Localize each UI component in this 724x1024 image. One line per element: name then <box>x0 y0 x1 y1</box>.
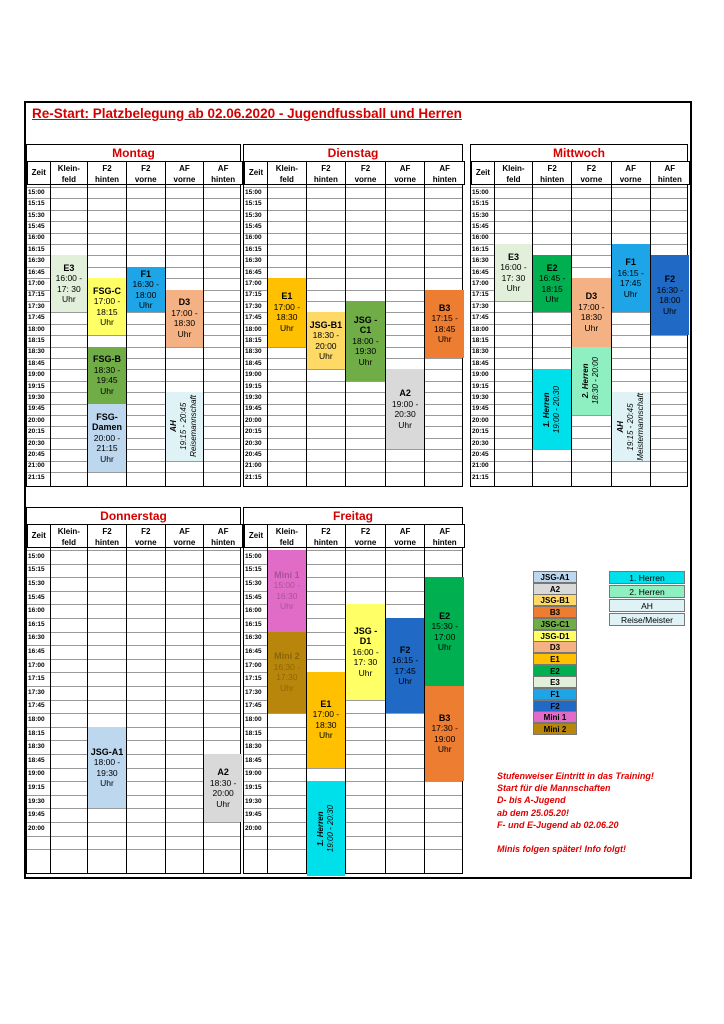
row-line <box>244 210 462 211</box>
time-label: 17:45 <box>28 314 45 322</box>
row-line <box>244 461 462 462</box>
row-line <box>471 438 687 439</box>
time-label: 20:15 <box>472 428 489 436</box>
row-line <box>244 781 462 782</box>
booking-e2: E2 16:45 - 18:15 Uhr <box>533 255 571 312</box>
booking-fsg-damen: FSG- Damen 20:00 - 21:15 Uhr <box>88 404 126 472</box>
time-label: 20:30 <box>28 439 45 447</box>
time-label: 16:30 <box>245 257 262 265</box>
column-header: F2 hinten <box>306 161 347 185</box>
booking-e3: E3 16:00 - 17: 30 Uhr <box>51 255 88 312</box>
time-label: 15:00 <box>28 188 45 196</box>
booking-f1: F1 16:15 - 17:45 Uhr <box>612 244 650 312</box>
time-label: 19:30 <box>28 797 45 805</box>
time-label: 19:00 <box>28 770 45 778</box>
row-line <box>27 822 240 823</box>
row-line <box>27 618 240 619</box>
column-header: F2 hinten <box>87 524 127 548</box>
legend-item: Mini 2 <box>533 723 577 735</box>
row-line <box>27 849 240 850</box>
time-label: 18:45 <box>245 756 262 764</box>
row-line <box>27 632 240 633</box>
time-label: 18:45 <box>28 756 45 764</box>
booking-f1: F1 16:30 - 18:00 Uhr <box>127 267 165 313</box>
row-line <box>27 415 240 416</box>
time-label: 15:00 <box>28 552 45 560</box>
time-label: 15:15 <box>245 200 262 208</box>
time-label: 17:30 <box>245 302 262 310</box>
column-header: Klein- feld <box>267 524 307 548</box>
row-line <box>244 808 462 809</box>
row-line <box>27 713 240 714</box>
legend-item: JSG-C1 <box>533 618 577 630</box>
time-label: 16:45 <box>245 648 262 655</box>
row-line <box>244 795 462 796</box>
row-line <box>27 564 240 565</box>
row-line <box>471 198 687 199</box>
time-label: 15:00 <box>245 552 262 560</box>
row-line <box>27 604 240 605</box>
time-label: 18:30 <box>245 348 262 356</box>
row-line <box>244 404 462 405</box>
booking-jsg-a1: JSG-A1 18:00 - 19:30 Uhr <box>88 727 126 809</box>
row-line <box>27 347 240 348</box>
row-line <box>27 210 240 211</box>
booking-ah: AH 19:15 - 20:45 Meistermannschaft <box>612 392 650 460</box>
column-line <box>126 524 127 873</box>
booking-1-herren: 1. Herren 19:00 - 20:30 <box>533 369 571 449</box>
row-line <box>244 233 462 234</box>
time-label: 15:45 <box>245 593 262 601</box>
day-panel-freitag <box>243 507 463 874</box>
column-line <box>165 524 166 873</box>
row-line <box>471 187 687 188</box>
column-line <box>126 161 127 486</box>
time-label: 15:30 <box>245 580 262 587</box>
time-label: 20:00 <box>472 416 489 424</box>
column-header: F2 vorne <box>126 524 166 548</box>
column-header: Zeit <box>244 161 268 185</box>
legend-item: JSG-D1 <box>533 630 577 642</box>
row-line <box>471 472 687 473</box>
column-header: AF hinten <box>650 161 690 185</box>
page-title: Re-Start: Platzbelegung ab 02.06.2020 - Jugendfussball und Herren <box>32 106 462 121</box>
column-line <box>50 161 51 486</box>
time-label: 16:15 <box>245 245 262 253</box>
time-label: 19:30 <box>245 393 262 401</box>
time-label: 16:30 <box>28 634 45 642</box>
time-label: 18:00 <box>245 325 262 333</box>
time-label: 19:00 <box>245 371 262 379</box>
time-label: 18:30 <box>28 743 45 751</box>
day-name: Donnerstag <box>100 509 167 523</box>
legend-item: F2 <box>533 700 577 712</box>
booking-e3: E3 16:00 - 17: 30 Uhr <box>495 244 532 301</box>
column-header: Zeit <box>471 161 495 185</box>
booking-ah: AH 19:15 - 20:45 Reisemannschaft <box>166 392 204 460</box>
row-line <box>471 415 687 416</box>
time-label: 16:45 <box>472 268 489 276</box>
time-label: 19:15 <box>245 784 262 791</box>
column-header: F2 vorne <box>345 161 386 185</box>
day-panel-donnerstag <box>26 507 241 874</box>
legend-herren-item: Reise/Meister <box>609 613 685 626</box>
time-label: 18:00 <box>472 325 489 333</box>
day-name: Mittwoch <box>553 146 605 160</box>
row-line <box>27 244 240 245</box>
legend-item: JSG-A1 <box>533 571 577 583</box>
row-line <box>27 426 240 427</box>
time-label: 19:45 <box>245 811 262 819</box>
time-label: 15:15 <box>28 566 45 574</box>
booking-1-herren: 1. Herren 19:00 - 20:30 <box>307 781 346 876</box>
time-label: 18:00 <box>245 716 262 723</box>
time-label: 19:00 <box>28 371 45 379</box>
time-label: 18:45 <box>245 359 262 367</box>
time-label: 15:30 <box>28 211 45 219</box>
time-label: 17:00 <box>245 279 262 287</box>
time-label: 18:30 <box>245 743 262 751</box>
column-header: AF hinten <box>424 161 465 185</box>
time-label: 19:15 <box>28 382 45 390</box>
row-line <box>471 233 687 234</box>
column-line <box>494 161 495 486</box>
time-label: 19:45 <box>28 405 45 413</box>
row-line <box>244 198 462 199</box>
column-header: Zeit <box>27 524 51 548</box>
booking-b3: B3 17:30 - 19:00 Uhr <box>425 686 464 781</box>
booking-jsg-b1: JSG-B1 18:30 - 20:00 Uhr <box>307 312 346 369</box>
time-label: 20:45 <box>472 450 489 458</box>
time-label: 15:15 <box>245 566 262 574</box>
row-line <box>244 449 462 450</box>
row-line <box>27 836 240 837</box>
time-label: 20:00 <box>245 824 262 832</box>
row-line <box>27 438 240 439</box>
row-line <box>244 244 462 245</box>
time-label: 20:30 <box>245 439 262 447</box>
time-label: 18:45 <box>472 359 489 367</box>
row-line <box>27 700 240 701</box>
time-label: 21:15 <box>472 473 489 481</box>
legend-item: Mini 1 <box>533 711 577 723</box>
legend-item: D3 <box>533 641 577 653</box>
time-label: 15:45 <box>28 222 45 230</box>
row-line <box>244 836 462 837</box>
time-label: 16:30 <box>245 634 262 642</box>
row-line <box>27 461 240 462</box>
time-label: 17:30 <box>28 302 45 310</box>
time-label: 19:00 <box>472 371 489 379</box>
booking-mini-1: Mini 1 15:00 - 16:30 Uhr <box>268 550 306 632</box>
column-header: AF vorne <box>611 161 651 185</box>
booking-d3: D3 17:00 - 18:30 Uhr <box>166 290 204 347</box>
time-label: 20:45 <box>245 450 262 458</box>
time-label: 16:00 <box>28 607 45 615</box>
booking-a2: A2 18:30 - 20:00 Uhr <box>204 754 242 822</box>
column-header: AF hinten <box>424 524 465 548</box>
legend-item: A2 <box>533 583 577 595</box>
column-header: F2 hinten <box>87 161 127 185</box>
time-label: 17:00 <box>472 279 489 287</box>
row-line <box>244 438 462 439</box>
row-line <box>27 659 240 660</box>
time-label: 15:30 <box>245 211 262 219</box>
time-label: 21:00 <box>245 462 262 470</box>
time-label: 17:15 <box>245 291 262 299</box>
time-label: 19:45 <box>28 811 45 819</box>
day-panel-mittwoch <box>470 144 688 487</box>
time-label: 18:15 <box>245 729 262 737</box>
row-line <box>471 426 687 427</box>
time-label: 21:00 <box>28 462 45 470</box>
column-line <box>87 524 88 873</box>
time-label: 17:15 <box>28 675 45 683</box>
time-label: 15:30 <box>28 580 45 587</box>
row-line <box>471 210 687 211</box>
row-line <box>244 221 462 222</box>
time-label: 17:30 <box>472 302 489 310</box>
time-label: 18:30 <box>472 348 489 356</box>
legend-item: B3 <box>533 606 577 618</box>
legend-herren-item: 2. Herren <box>609 585 685 598</box>
time-label: 17:00 <box>28 661 45 669</box>
column-header: F2 vorne <box>345 524 386 548</box>
time-label: 16:45 <box>28 268 45 276</box>
time-label: 19:30 <box>472 393 489 401</box>
row-line <box>471 461 687 462</box>
row-line <box>244 822 462 823</box>
column-header: AF vorne <box>385 524 426 548</box>
row-line <box>27 672 240 673</box>
time-label: 15:45 <box>28 593 45 601</box>
column-header: Klein- feld <box>494 161 533 185</box>
row-line <box>244 267 462 268</box>
row-line <box>27 324 240 325</box>
time-label: 17:30 <box>245 688 262 696</box>
booking-e1: E1 17:00 - 18:30 Uhr <box>268 278 306 346</box>
time-label: 15:30 <box>472 211 489 219</box>
time-label: 19:15 <box>28 784 45 791</box>
time-label: 17:45 <box>28 702 45 710</box>
time-label: 19:15 <box>472 382 489 390</box>
row-line <box>27 392 240 393</box>
time-label: 16:30 <box>28 257 45 265</box>
time-label: 21:00 <box>472 462 489 470</box>
booking-fsg-c: FSG-C 17:00 - 18:15 Uhr <box>88 278 126 335</box>
row-line <box>27 358 240 359</box>
column-header: Klein- feld <box>267 161 307 185</box>
column-header: AF hinten <box>203 161 243 185</box>
time-label: 15:00 <box>245 188 262 196</box>
time-label: 17:15 <box>245 675 262 683</box>
legend-item: F1 <box>533 688 577 700</box>
time-label: 15:45 <box>245 222 262 230</box>
time-label: 20:30 <box>472 439 489 447</box>
time-label: 16:00 <box>28 234 45 242</box>
time-label: 17:15 <box>28 291 45 299</box>
time-label: 15:15 <box>28 200 45 208</box>
row-line <box>244 392 462 393</box>
row-line <box>244 187 462 188</box>
row-line <box>244 381 462 382</box>
row-line <box>27 198 240 199</box>
row-line <box>27 740 240 741</box>
time-label: 17:00 <box>28 279 45 287</box>
booking-f2: F2 16:30 - 18:00 Uhr <box>651 255 689 335</box>
time-label: 19:00 <box>245 770 262 778</box>
day-name: Montag <box>112 146 155 160</box>
row-line <box>27 221 240 222</box>
row-line <box>27 472 240 473</box>
time-label: 18:30 <box>28 348 45 356</box>
booking-2-herren: 2. Herren 18:30 - 20:00 <box>572 347 610 415</box>
time-label: 16:15 <box>28 245 45 253</box>
time-label: 17:15 <box>472 291 489 299</box>
time-label: 20:00 <box>28 824 45 832</box>
legend-item: E1 <box>533 653 577 665</box>
row-line <box>471 449 687 450</box>
row-line <box>244 849 462 850</box>
day-name: Freitag <box>332 509 373 523</box>
row-line <box>244 426 462 427</box>
day-panel-dienstag <box>243 144 463 487</box>
column-header: AF vorne <box>385 161 426 185</box>
time-label: 15:00 <box>472 188 489 196</box>
row-line <box>27 233 240 234</box>
time-label: 16:30 <box>472 257 489 265</box>
time-label: 15:45 <box>472 222 489 230</box>
time-label: 16:15 <box>245 620 262 628</box>
row-line <box>27 381 240 382</box>
day-name: Dienstag <box>327 146 379 160</box>
time-label: 20:15 <box>245 428 262 436</box>
booking-f2: F2 16:15 - 17:45 Uhr <box>386 618 425 713</box>
legend-item: JSG-B1 <box>533 594 577 606</box>
time-label: 16:45 <box>28 648 45 655</box>
time-label: 17:00 <box>245 661 262 669</box>
row-line <box>27 187 240 188</box>
time-label: 20:00 <box>28 416 45 424</box>
column-header: AF vorne <box>165 161 205 185</box>
time-label: 18:15 <box>472 336 489 344</box>
column-header: Klein- feld <box>50 524 89 548</box>
time-label: 18:00 <box>28 325 45 333</box>
row-line <box>27 727 240 728</box>
row-line <box>27 686 240 687</box>
legend-item: E2 <box>533 665 577 677</box>
legend-item: E3 <box>533 676 577 688</box>
time-label: 19:30 <box>28 393 45 401</box>
time-label: 21:15 <box>28 473 45 481</box>
row-line <box>27 312 240 313</box>
column-header: F2 hinten <box>532 161 572 185</box>
column-header: Zeit <box>244 524 268 548</box>
time-label: 16:00 <box>245 607 262 615</box>
row-line <box>27 335 240 336</box>
row-line <box>471 221 687 222</box>
time-label: 16:15 <box>472 245 489 253</box>
time-label: 15:15 <box>472 200 489 208</box>
row-line <box>27 550 240 551</box>
time-label: 21:15 <box>245 473 262 481</box>
column-line <box>203 161 204 486</box>
column-header: AF hinten <box>203 524 243 548</box>
legend-herren-item: 1. Herren <box>609 571 685 584</box>
time-label: 20:45 <box>28 450 45 458</box>
booking-jsg-d1: JSG - D1 16:00 - 17: 30 Uhr <box>346 604 385 699</box>
row-line <box>244 415 462 416</box>
time-label: 16:45 <box>245 268 262 276</box>
column-line <box>50 524 51 873</box>
row-line <box>27 645 240 646</box>
column-header: Klein- feld <box>50 161 89 185</box>
booking-jsg-c1: JSG - C1 18:00 - 19:30 Uhr <box>346 301 385 381</box>
column-header: F2 vorne <box>126 161 166 185</box>
row-line <box>27 591 240 592</box>
row-line <box>244 472 462 473</box>
time-label: 18:45 <box>28 359 45 367</box>
time-label: 19:30 <box>245 797 262 805</box>
booking-b3: B3 17:15 - 18:45 Uhr <box>425 290 464 358</box>
booking-d3: D3 17:00 - 18:30 Uhr <box>572 278 610 346</box>
time-label: 17:30 <box>28 688 45 696</box>
time-label: 18:00 <box>28 716 45 723</box>
time-label: 16:00 <box>245 234 262 242</box>
time-label: 19:15 <box>245 382 262 390</box>
column-header: AF vorne <box>165 524 205 548</box>
booking-a2: A2 19:00 - 20:30 Uhr <box>386 369 425 449</box>
booking-fsg-b: FSG-B 18:30 - 19:45 Uhr <box>88 347 126 404</box>
training-notice: Stufenweiser Eintritt in das Training! Start für die Mannschaften D- bis A-Jugend ab dem 25.05.20! F- und E-Jugend ab 02.06.20 Minis folgen später! Info folgt! <box>497 771 654 855</box>
time-label: 17:45 <box>472 314 489 322</box>
row-line <box>27 404 240 405</box>
column-header: Zeit <box>27 161 51 185</box>
legend-herren-item: AH <box>609 599 685 612</box>
time-label: 18:15 <box>28 729 45 737</box>
day-panel-montag <box>26 144 241 487</box>
time-label: 16:15 <box>28 620 45 628</box>
row-line <box>27 369 240 370</box>
column-header: F2 hinten <box>306 524 347 548</box>
time-label: 19:45 <box>245 405 262 413</box>
time-label: 17:45 <box>245 702 262 710</box>
booking-mini-2: Mini 2 16:30 - 17:30 Uhr <box>268 632 306 714</box>
time-label: 18:15 <box>28 336 45 344</box>
row-line <box>27 577 240 578</box>
time-label: 20:00 <box>245 416 262 424</box>
time-label: 18:15 <box>245 336 262 344</box>
time-label: 19:45 <box>472 405 489 413</box>
time-label: 17:45 <box>245 314 262 322</box>
booking-e2: E2 15:30 - 17:00 Uhr <box>425 577 464 686</box>
time-label: 16:00 <box>472 234 489 242</box>
time-label: 20:15 <box>28 428 45 436</box>
row-line <box>244 255 462 256</box>
row-line <box>27 449 240 450</box>
column-header: F2 vorne <box>571 161 611 185</box>
booking-e1: E1 17:00 - 18:30 Uhr <box>307 672 346 767</box>
